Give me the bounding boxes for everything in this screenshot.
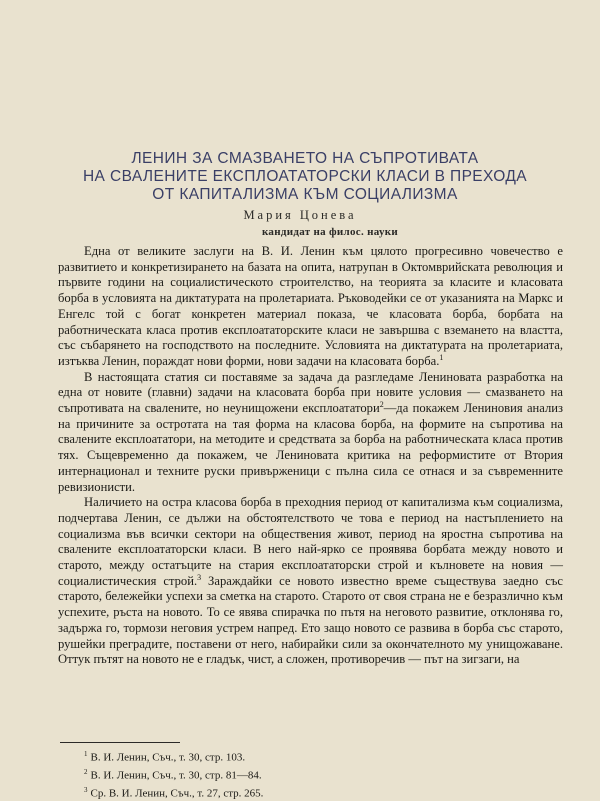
title-line: ОТ КАПИТАЛИЗМА КЪМ СОЦИАЛИЗМА bbox=[152, 186, 458, 203]
footnote-divider bbox=[60, 742, 180, 743]
article-title bbox=[70, 150, 540, 204]
footnote-text: В. И. Ленин, Съч., т. 30, стр. 81—84. bbox=[90, 769, 262, 782]
footnote bbox=[84, 765, 504, 783]
footnote-mark: 2 bbox=[84, 767, 88, 776]
paragraph bbox=[58, 244, 563, 370]
footnotes bbox=[84, 747, 504, 801]
footnote bbox=[84, 747, 504, 765]
author-degree: кандидат на филос. науки bbox=[261, 226, 399, 238]
paragraph-text: Наличието на остра класова борба в преходния период от капитализма към социализма, подчертава Ленин, се дължи на обстоятелството че това е период на настъплението на социализма във всички сектори на обществения живот, период на яростна съпротива на свалените експлоататорски класи. В него най-ярко се проявява борбата между новото и старото, между остатъците на стария експлоататорски строй и кълновете на новия — социалистическия строй. bbox=[58, 495, 563, 588]
footnote-ref: 3 bbox=[197, 572, 202, 582]
paragraph-text: В настоящата статия си поставяме за задача да разгледаме Лениновата разработка на една от новите (главни) задачи на класовата борба при новите условия — смазването на съпротивата на свалените, но неунищожени експлоататори bbox=[58, 369, 563, 416]
footnote-mark: 3 bbox=[84, 785, 88, 794]
title-line: НА СВАЛЕНИТЕ ЕКСПЛОАТАТОРСКИ КЛАСИ В ПРЕХОДА bbox=[82, 168, 528, 185]
footnote bbox=[84, 783, 504, 801]
title-line: ЛЕНИН ЗА СМАЗВАНЕТО НА СЪПРОТИВАТА bbox=[131, 150, 479, 167]
paragraph bbox=[58, 370, 563, 496]
article-body bbox=[58, 244, 563, 668]
author-name: Мария Цонева bbox=[243, 208, 357, 222]
footnote-mark: 1 bbox=[84, 750, 88, 758]
footnote-text: В. И. Ленин, Съч., т. 30, стр. 103. bbox=[90, 751, 246, 764]
footnote-ref: 1 bbox=[439, 352, 444, 362]
footnote-ref: 2 bbox=[379, 399, 384, 409]
paragraph bbox=[58, 495, 563, 668]
paragraph-text-continued: —да покажем Лениновия анализ на причините за остротата на тая форма на класова борба, на формите на съпротива на свалените експлоататори, на методите и средствата за борба на работническата класа против тях. Същевременно да покажем, че Лениновата критика на реформистите от Втория интернационал и техните руски привърженици с пълна сила се отнася и за съвременните ревизионисти. bbox=[58, 401, 563, 494]
paragraph-text: Една от великите заслуги на В. И. Ленин към цялото прогресивно човечество е развитието и конкретизирането на базата на опита, натрупан в Октомврийската революция и първите години на социалистическото строителство, на теорията за класите и класовата борба в условията на диктатурата на пролетариата. Ръководейки се от указанията на Маркс и Енгелс той с богат конкретен материал показа, че класовата борба, борбата на работническата класа против експлоататорските класи не завършва с вземането на властта, със събарянето на господството на последните. Условията на диктатурата на пролетариата, изтъква Ленин, пораждат нови форми, нови задачи на класовата борба. bbox=[58, 244, 563, 368]
paragraph-text-continued: Зараждайки се новото известно време съществува заедно със старото, бележейки успехи за сметка на старото. Старото от своя страна не е безразлично към успехите, ръста на новото. То се явява спирачка по пътя на неговото развитие, отклонява го, задържа го, тормози неговия устрем напред. Ето защо новото се развива в борба със старото, рушейки преградите, поставени от него, набирайки сили за окончателното му унищожаване. Оттук пътят на новото не е гладък, чист, а сложен, противоречив — път на зигзаги, на bbox=[58, 573, 563, 667]
footnote-text: Ср. В. И. Ленин, Съч., т. 27, стр. 265. bbox=[90, 787, 264, 800]
